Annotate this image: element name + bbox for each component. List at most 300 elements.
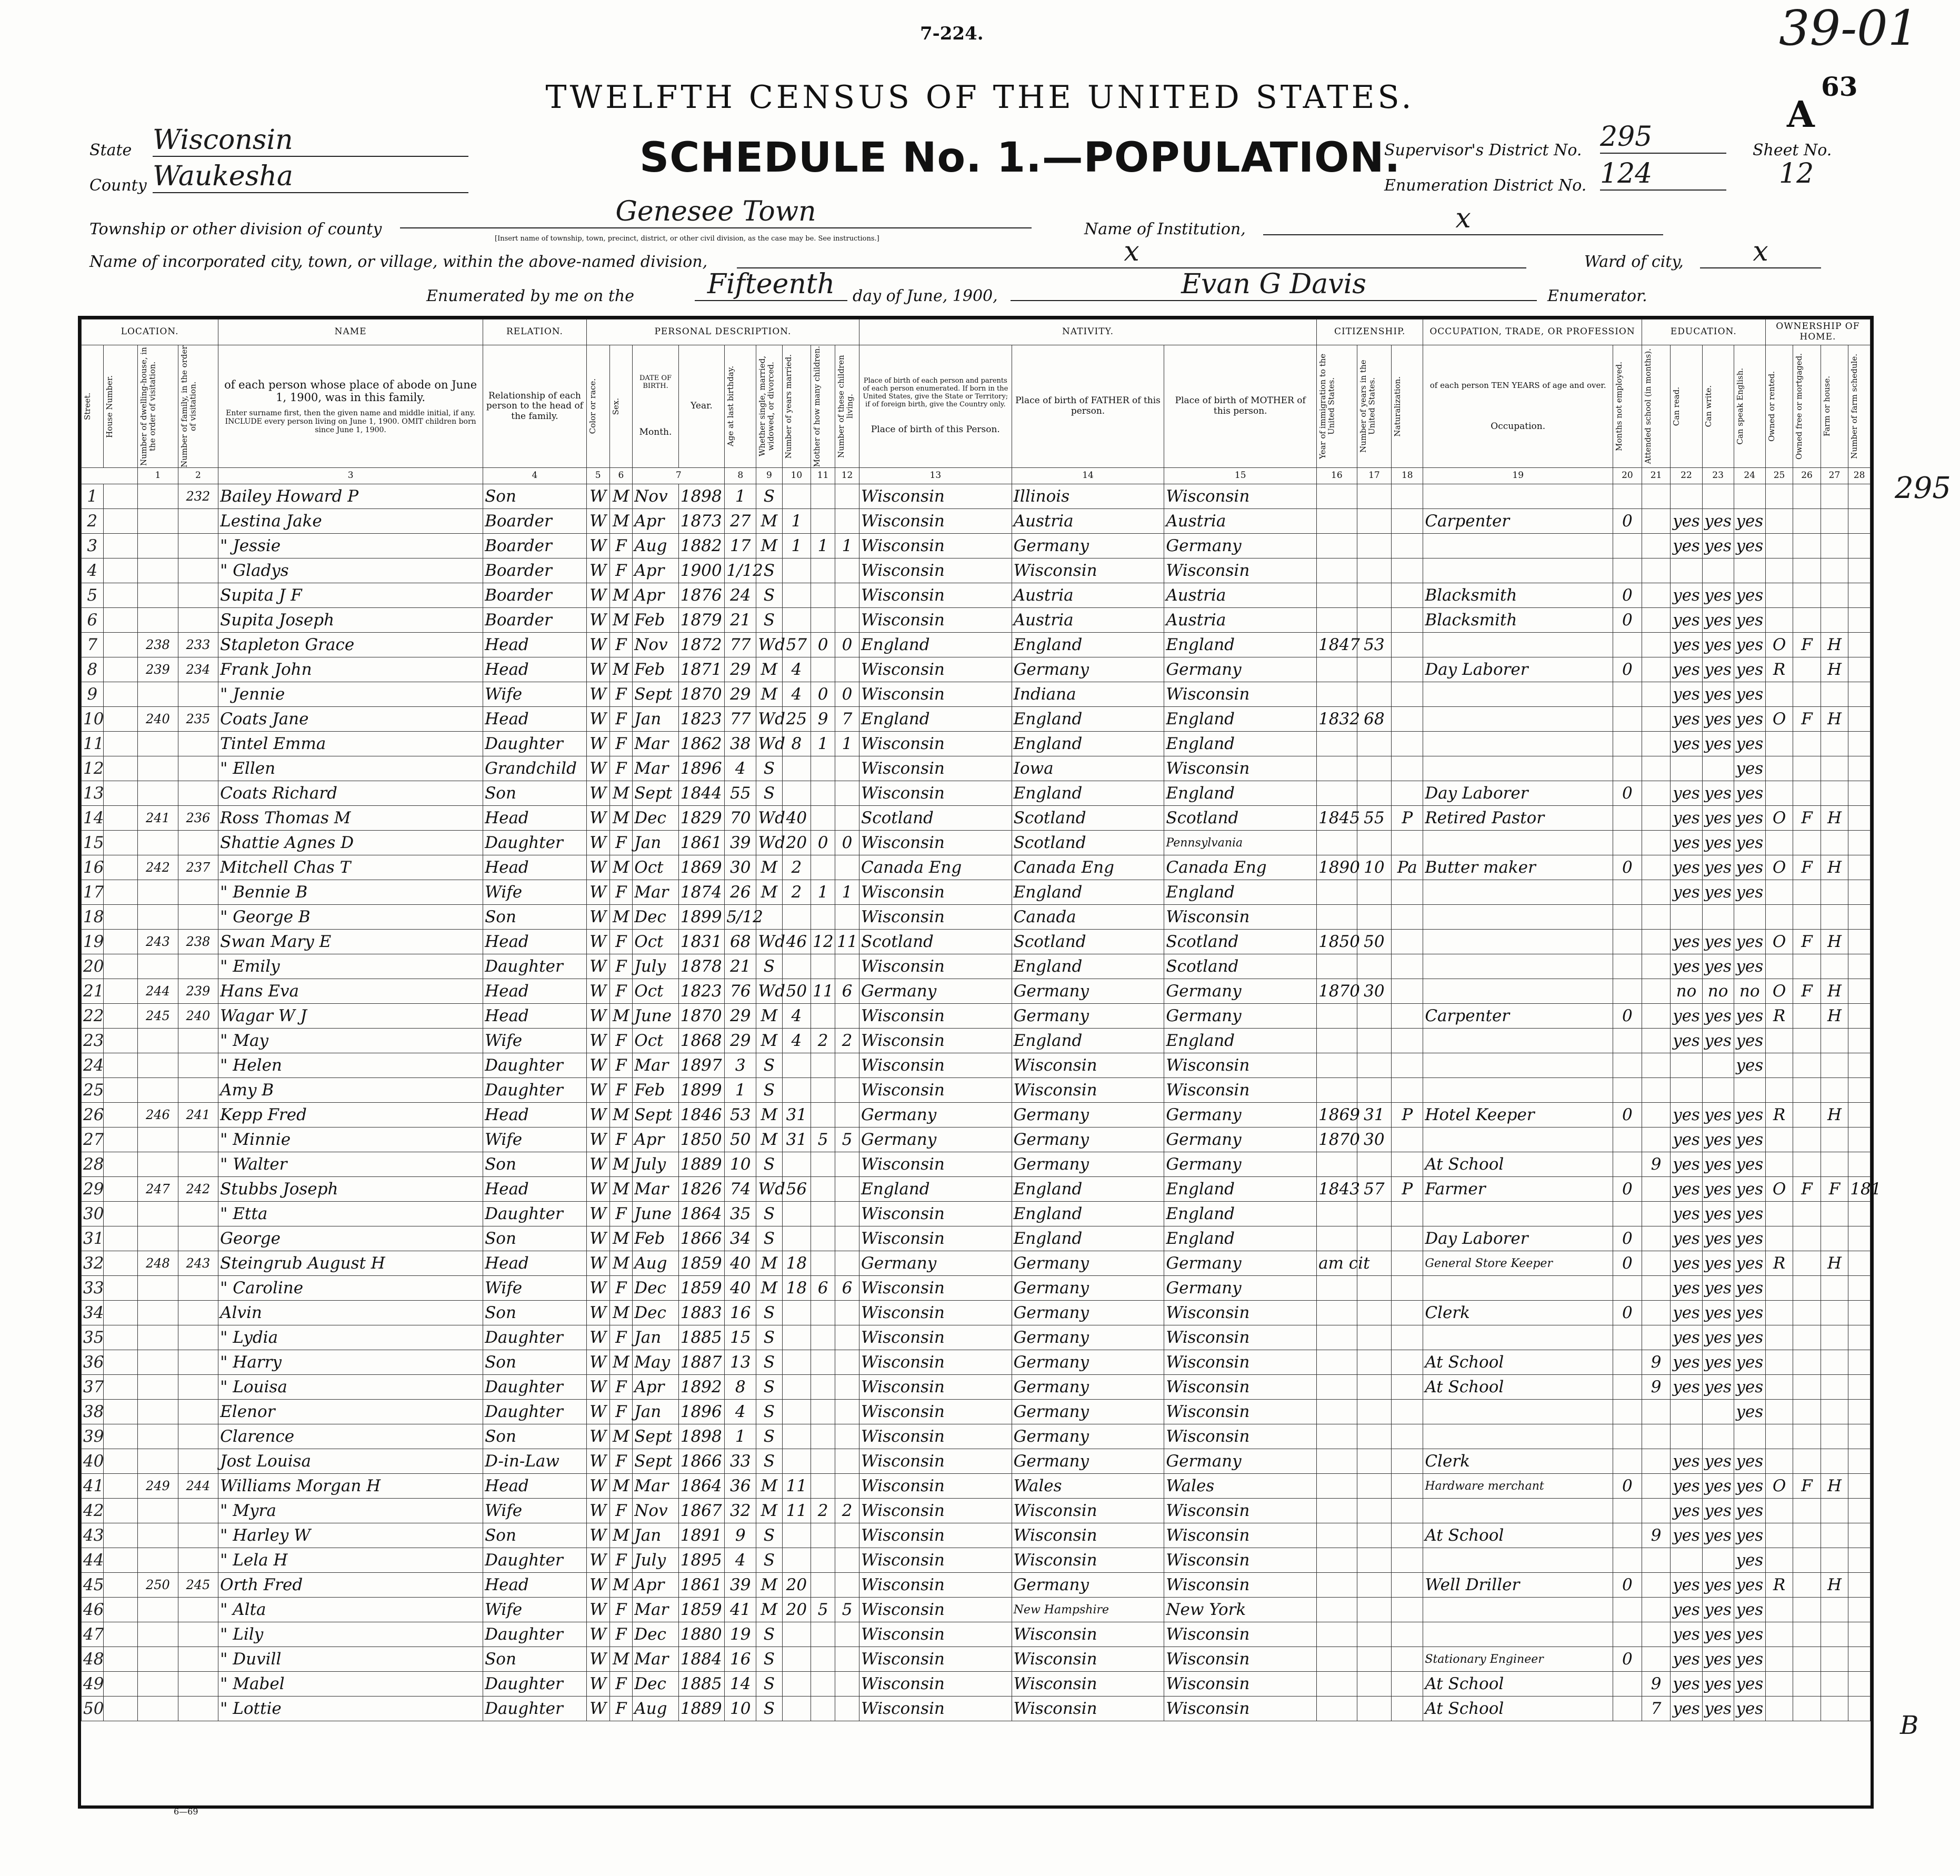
mortgage-cell (1793, 880, 1821, 905)
years-married-cell: 31 (782, 1103, 811, 1127)
speaks-english-cell: yes (1734, 1177, 1765, 1202)
can-write-cell: yes (1702, 781, 1734, 806)
owned-rented-cell: O (1765, 855, 1793, 880)
mother-birthplace-cell: Scotland (1164, 930, 1317, 954)
father-birthplace-cell: England (1012, 707, 1164, 732)
table-row (82, 1177, 1871, 1202)
years-in-us-cell (1357, 1449, 1392, 1474)
children-born-cell (811, 1424, 835, 1449)
birthplace-cell: Wisconsin (859, 1548, 1012, 1573)
colnum: 9 (756, 468, 782, 484)
line-number-cell: 23 (82, 1029, 104, 1053)
mother-birthplace-cell: Wisconsin (1164, 1647, 1317, 1672)
months-unemployed-cell (1613, 707, 1642, 732)
children-living-cell: 0 (835, 633, 859, 657)
farm-house-cell (1821, 1622, 1848, 1647)
birthplace-cell: Wisconsin (859, 781, 1012, 806)
can-write-cell: yes (1702, 1325, 1734, 1350)
owned-rented-cell (1765, 484, 1793, 509)
marital-cell: S (756, 1424, 782, 1449)
line-number-cell: 13 (82, 781, 104, 806)
birthplace-cell: Wisconsin (859, 1474, 1012, 1499)
can-write-cell: yes (1702, 657, 1734, 682)
line-number-cell: 22 (82, 1004, 104, 1029)
sex-cell: M (609, 484, 633, 509)
farm-schedule-cell (1848, 1251, 1871, 1276)
children-born-cell (811, 1053, 835, 1078)
line-number-cell: 50 (82, 1697, 104, 1721)
sex-cell: F (609, 1202, 633, 1226)
dwelling-cell (138, 905, 178, 930)
farm-house-cell (1821, 1548, 1848, 1573)
immigration-year-cell (1317, 1350, 1357, 1375)
birth-month-cell: Nov (633, 633, 678, 657)
children-living-cell (835, 1103, 859, 1127)
can-write-cell (1702, 1548, 1734, 1573)
mother-birthplace-cell: Wisconsin (1164, 1573, 1317, 1598)
owned-rented-cell (1765, 1202, 1793, 1226)
birthplace-cell: Wisconsin (859, 880, 1012, 905)
dwelling-cell: 239 (138, 657, 178, 682)
owned-rented-cell (1765, 682, 1793, 707)
years-in-us-cell (1357, 1548, 1392, 1573)
years-in-us-cell (1357, 1523, 1392, 1548)
immigration-year-cell (1317, 880, 1357, 905)
immigration-year-cell (1317, 657, 1357, 682)
months-unemployed-cell (1613, 880, 1642, 905)
children-living-cell (835, 1004, 859, 1029)
can-write-cell: yes (1702, 1697, 1734, 1721)
age-cell: 4 (725, 1400, 756, 1424)
children-living-cell (835, 1672, 859, 1697)
can-read-cell: yes (1671, 880, 1702, 905)
speaks-english-cell: yes (1734, 1325, 1765, 1350)
age-cell: 74 (725, 1177, 756, 1202)
years-in-us-cell (1357, 1672, 1392, 1697)
sex-cell: F (609, 979, 633, 1004)
occupation-cell: Stationary Engineer (1423, 1647, 1613, 1672)
marital-cell: Wd (756, 732, 782, 756)
institution-label: Name of Institution, (1084, 220, 1246, 238)
occupation-cell: Blacksmith (1423, 608, 1613, 633)
naturalization-cell (1392, 781, 1423, 806)
mother-birthplace-cell: Pennsylvania (1164, 831, 1317, 855)
age-header: Age at last birthday. (725, 345, 756, 468)
family-cell (178, 1598, 218, 1622)
can-read-cell: yes (1671, 682, 1702, 707)
relation-cell: Wife (483, 880, 587, 905)
school-months-cell (1642, 1424, 1671, 1449)
years-in-us-cell (1357, 534, 1392, 558)
mortgage-cell (1793, 1152, 1821, 1177)
mortgage-cell (1793, 954, 1821, 979)
naturalization-cell (1392, 1548, 1423, 1573)
birth-month-cell: May (633, 1350, 678, 1375)
speaks-english-cell: yes (1734, 534, 1765, 558)
dwelling-cell (138, 1548, 178, 1573)
years-married-cell: 50 (782, 979, 811, 1004)
birthplace-cell: Wisconsin (859, 1301, 1012, 1325)
father-birthplace-cell: Wisconsin (1012, 1499, 1164, 1523)
immigration-year-cell (1317, 1499, 1357, 1523)
dwelling-cell: 242 (138, 855, 178, 880)
marital-cell: S (756, 1672, 782, 1697)
mother-birthplace-cell: Wisconsin (1164, 1548, 1317, 1573)
school-months-cell (1642, 1226, 1671, 1251)
father-birthplace-cell: Germany (1012, 1127, 1164, 1152)
age-cell: 70 (725, 806, 756, 831)
school-months-cell (1642, 1301, 1671, 1325)
birth-month-cell: Feb (633, 657, 678, 682)
school-months-cell (1642, 1202, 1671, 1226)
age-cell: 39 (725, 1573, 756, 1598)
can-write-cell: yes (1702, 1276, 1734, 1301)
birth-month-cell: Mar (633, 1598, 678, 1622)
can-write-cell: yes (1702, 608, 1734, 633)
colnum: 14 (1012, 468, 1164, 484)
census-body (82, 484, 1882, 1721)
naturalization-cell (1392, 1697, 1423, 1721)
marital-cell: S (756, 1202, 782, 1226)
line-number-cell: 34 (82, 1301, 104, 1325)
children-born-cell (811, 1177, 835, 1202)
name-cell: Shattie Agnes D (218, 831, 483, 855)
family-cell (178, 1053, 218, 1078)
years-in-us-cell: 10 (1357, 855, 1392, 880)
colnum: 10 (782, 468, 811, 484)
birth-year-cell: 1880 (678, 1622, 724, 1647)
can-write-cell: yes (1702, 855, 1734, 880)
immigration-year-cell (1317, 1474, 1357, 1499)
years-married-cell (782, 1424, 811, 1449)
line-number-cell: 35 (82, 1325, 104, 1350)
age-cell: 27 (725, 509, 756, 534)
age-cell: 10 (725, 1152, 756, 1177)
father-birthplace-cell: Germany (1012, 1152, 1164, 1177)
age-cell: 29 (725, 657, 756, 682)
family-cell: 241 (178, 1103, 218, 1127)
years-in-us-cell (1357, 1350, 1392, 1375)
owned-rented-cell (1765, 583, 1793, 608)
school-months-cell (1642, 1004, 1671, 1029)
birth-month-cell: June (633, 1202, 678, 1226)
colnum: 16 (1317, 468, 1357, 484)
naturalization-cell (1392, 1449, 1423, 1474)
farm-house-cell (1821, 583, 1848, 608)
birth-year-cell: 1864 (678, 1474, 724, 1499)
naturalization-cell (1392, 930, 1423, 954)
occupation-cell (1423, 1029, 1613, 1053)
years-married-cell: 57 (782, 633, 811, 657)
age-cell: 5/12 (725, 905, 756, 930)
birthplace-cell: Wisconsin (859, 954, 1012, 979)
mortgage-cell (1793, 1127, 1821, 1152)
immigration-year-cell (1317, 1573, 1357, 1598)
line-number-cell: 14 (82, 806, 104, 831)
name-cell: Stapleton Grace (218, 633, 483, 657)
months-unemployed-cell: 0 (1613, 583, 1642, 608)
farm-house-cell (1821, 1424, 1848, 1449)
can-write-cell: yes (1702, 1103, 1734, 1127)
line-number-cell: 15 (82, 831, 104, 855)
children-living-cell (835, 1078, 859, 1103)
school-months-cell (1642, 1548, 1671, 1573)
dwelling-cell (138, 1449, 178, 1474)
farm-house-cell (1821, 1276, 1848, 1301)
owned-rented-cell (1765, 954, 1793, 979)
years-married-cell: 1 (782, 509, 811, 534)
relation-cell: Boarder (483, 558, 587, 583)
age-cell: 55 (725, 781, 756, 806)
marital-cell: M (756, 1474, 782, 1499)
birth-year-cell: 1866 (678, 1226, 724, 1251)
mortgage-cell (1793, 1276, 1821, 1301)
mother-birthplace-cell: England (1164, 1177, 1317, 1202)
children-living-cell (835, 558, 859, 583)
age-cell: 41 (725, 1598, 756, 1622)
relation-cell: Head (483, 1177, 587, 1202)
speaks-english-cell: yes (1734, 831, 1765, 855)
naturalization-cell (1392, 509, 1423, 534)
years-married-cell: 56 (782, 1177, 811, 1202)
naturalization-cell (1392, 880, 1423, 905)
age-cell: 39 (725, 831, 756, 855)
immigration-year-cell: am cit (1317, 1251, 1357, 1276)
mortgage-cell (1793, 1375, 1821, 1400)
birth-month-cell: Sept (633, 1424, 678, 1449)
birth-year-cell: 1898 (678, 484, 724, 509)
name-cell: Wagar W J (218, 1004, 483, 1029)
mother-birthplace-cell: Scotland (1164, 954, 1317, 979)
birth-month-cell: Mar (633, 1647, 678, 1672)
speaks-english-cell: yes (1734, 657, 1765, 682)
can-read-cell (1671, 558, 1702, 583)
birth-month-cell: Oct (633, 855, 678, 880)
months-unemployed-cell: 0 (1613, 855, 1642, 880)
farm-house-cell (1821, 1226, 1848, 1251)
speaks-english-cell: yes (1734, 1523, 1765, 1548)
father-birthplace-cell: England (1012, 1029, 1164, 1053)
years-married-cell (782, 1202, 811, 1226)
birth-month-cell: Jan (633, 1523, 678, 1548)
immigration-year-cell (1317, 1647, 1357, 1672)
mother-birthplace-cell: Wisconsin (1164, 1053, 1317, 1078)
line-number-cell: 16 (82, 855, 104, 880)
immigration-year-cell (1317, 1053, 1357, 1078)
name-cell: " Alta (218, 1598, 483, 1622)
can-read-cell: yes (1671, 1029, 1702, 1053)
birth-month-cell: Dec (633, 806, 678, 831)
color-cell: W (586, 682, 609, 707)
birth-month-cell: July (633, 1152, 678, 1177)
birth-month-cell: Mar (633, 756, 678, 781)
school-months-cell (1642, 1449, 1671, 1474)
color-cell: W (586, 558, 609, 583)
family-cell (178, 1127, 218, 1152)
birth-month-cell: Apr (633, 1127, 678, 1152)
birthplace-cell: Canada Eng (859, 855, 1012, 880)
relation-cell: Head (483, 707, 587, 732)
family-cell (178, 1672, 218, 1697)
immigration-year-cell (1317, 1004, 1357, 1029)
years-married-cell: 2 (782, 880, 811, 905)
speaks-english-cell: yes (1734, 583, 1765, 608)
years-married-cell (782, 781, 811, 806)
dwelling-cell (138, 1325, 178, 1350)
children-living-cell (835, 781, 859, 806)
children-living-cell (835, 954, 859, 979)
family-cell: 237 (178, 855, 218, 880)
children-living-cell (835, 509, 859, 534)
father-birthplace-cell: England (1012, 880, 1164, 905)
farm-house-cell (1821, 732, 1848, 756)
street-header: Street. (82, 345, 104, 468)
immigration-year-cell: 1845 (1317, 806, 1357, 831)
colnum: 20 (1613, 468, 1642, 484)
children-born-cell (811, 608, 835, 633)
mortgage-cell (1793, 1449, 1821, 1474)
years-in-us-cell (1357, 1424, 1392, 1449)
farm-house-cell (1821, 756, 1848, 781)
marital-cell: M (756, 1004, 782, 1029)
years-married-cell: 25 (782, 707, 811, 732)
birthplace-cell: England (859, 707, 1012, 732)
city-value: x (737, 236, 1526, 268)
birth-month-cell: Apr (633, 558, 678, 583)
father-birthplace-cell: England (1012, 1226, 1164, 1251)
children-born-cell: 2 (811, 1029, 835, 1053)
mother-birthplace-cell: Germany (1164, 1449, 1317, 1474)
color-cell: W (586, 1202, 609, 1226)
marital-cell: S (756, 608, 782, 633)
farm-schedule-cell (1848, 1226, 1871, 1251)
relation-cell: Son (483, 1424, 587, 1449)
owned-rented-cell (1765, 1029, 1793, 1053)
occupation-cell (1423, 1622, 1613, 1647)
years-married-cell (782, 558, 811, 583)
name-cell: " Lydia (218, 1325, 483, 1350)
ward-label: Ward of city, (1584, 253, 1684, 271)
age-cell: 1 (725, 484, 756, 509)
house-number-cell (103, 558, 138, 583)
farm-house-cell (1821, 682, 1848, 707)
can-read-cell: yes (1671, 1152, 1702, 1177)
marital-cell: M (756, 1029, 782, 1053)
birth-year-cell: 1887 (678, 1350, 724, 1375)
speaks-english-cell: yes (1734, 1251, 1765, 1276)
birth-father-header: Place of birth of FATHER of this person. (1012, 345, 1164, 468)
marital-cell: S (756, 1400, 782, 1424)
years-in-us-cell (1357, 732, 1392, 756)
occupation-cell: Well Driller (1423, 1573, 1613, 1598)
age-cell: 14 (725, 1672, 756, 1697)
school-months-cell (1642, 682, 1671, 707)
dwelling-cell (138, 682, 178, 707)
line-number-cell: 9 (82, 682, 104, 707)
house-number-cell (103, 509, 138, 534)
birth-month-cell: Feb (633, 1226, 678, 1251)
birth-year-cell: 1861 (678, 831, 724, 855)
table-row (82, 1004, 1871, 1029)
family-cell (178, 1622, 218, 1647)
immigration-header: Year of immigration to the United States. (1317, 345, 1357, 468)
occupation-cell: Hardware merchant (1423, 1474, 1613, 1499)
school-months-cell (1642, 1177, 1671, 1202)
farm-schedule-cell (1848, 1449, 1871, 1474)
birth-year-cell: 1870 (678, 1004, 724, 1029)
colnum: 18 (1392, 468, 1423, 484)
corner-note: 39-01 (1779, 0, 1919, 56)
family-cell: 242 (178, 1177, 218, 1202)
family-cell (178, 1226, 218, 1251)
family-cell (178, 1078, 218, 1103)
age-cell: 16 (725, 1647, 756, 1672)
immigration-year-cell (1317, 1276, 1357, 1301)
can-read-cell: yes (1671, 1598, 1702, 1622)
family-cell (178, 608, 218, 633)
sheet-value: 12 (1779, 158, 1814, 189)
children-living-cell (835, 1449, 859, 1474)
years-in-us-cell (1357, 781, 1392, 806)
immigration-year-cell (1317, 756, 1357, 781)
color-cell: W (586, 1177, 609, 1202)
can-write-cell (1702, 558, 1734, 583)
children-living-cell (835, 1400, 859, 1424)
name-cell: Alvin (218, 1301, 483, 1325)
color-cell: W (586, 880, 609, 905)
farm-schedule-cell (1848, 1103, 1871, 1127)
years-in-us-cell (1357, 1276, 1392, 1301)
relation-cell: Daughter (483, 1078, 587, 1103)
relation-cell: Daughter (483, 1622, 587, 1647)
line-number-cell: 6 (82, 608, 104, 633)
naturalization-cell (1392, 1573, 1423, 1598)
house-number-cell (103, 1004, 138, 1029)
children-living-cell: 2 (835, 1499, 859, 1523)
years-in-us-cell: 31 (1357, 1103, 1392, 1127)
relation-cell: Daughter (483, 1325, 587, 1350)
school-months-cell (1642, 1251, 1671, 1276)
page-letter: A (1787, 94, 1815, 136)
children-living-cell (835, 1375, 859, 1400)
school-months-cell (1642, 1598, 1671, 1622)
marital-cell: Wd (756, 1177, 782, 1202)
mother-birthplace-cell: Austria (1164, 608, 1317, 633)
relation-cell: Daughter (483, 1672, 587, 1697)
birth-year-cell: 1871 (678, 657, 724, 682)
house-number-cell (103, 583, 138, 608)
years-married-cell (782, 905, 811, 930)
city-label: Name of incorporated city, town, or village, within the above-named division, (89, 253, 708, 271)
years-married-cell: 4 (782, 1004, 811, 1029)
birthplace-cell: Wisconsin (859, 509, 1012, 534)
owned-rented-cell (1765, 1301, 1793, 1325)
years-in-us-cell (1357, 1400, 1392, 1424)
mortgage-cell (1793, 905, 1821, 930)
dwelling-cell (138, 608, 178, 633)
can-read-cell: yes (1671, 1474, 1702, 1499)
relation-cell: Head (483, 657, 587, 682)
schedule-no-header: Number of farm schedule. (1848, 345, 1871, 468)
immigration-year-cell (1317, 1523, 1357, 1548)
name-cell: Lestina Jake (218, 509, 483, 534)
birth-year-cell: 1892 (678, 1375, 724, 1400)
children-born-cell (811, 1078, 835, 1103)
line-number-cell: 46 (82, 1598, 104, 1622)
children-born-cell (811, 806, 835, 831)
birth-month-cell: Mar (633, 1053, 678, 1078)
color-cell: W (586, 484, 609, 509)
